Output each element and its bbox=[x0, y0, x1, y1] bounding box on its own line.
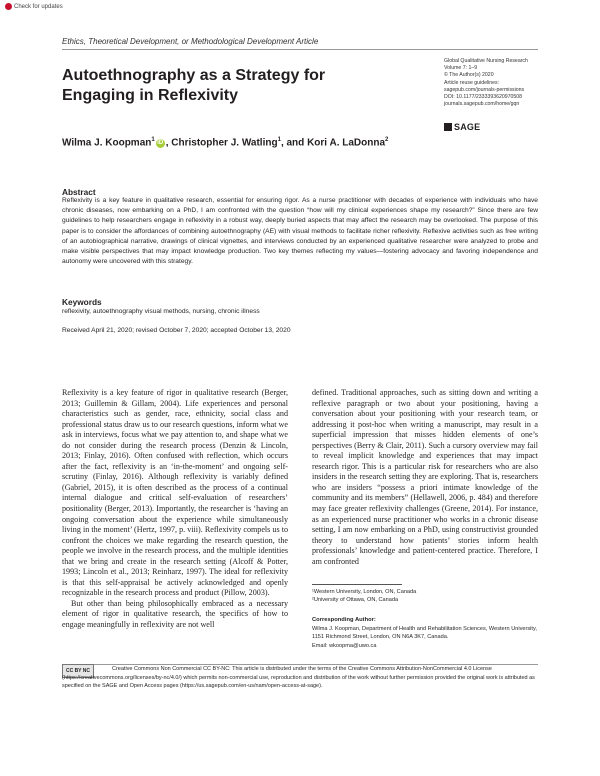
author-name: Wilma J. Koopman bbox=[62, 137, 152, 149]
author-separator: , and bbox=[280, 137, 308, 149]
journal-permissions-link[interactable]: sagepub.com/journals-permissions bbox=[444, 86, 525, 93]
journal-volume: Volume 7: 1–9 bbox=[444, 65, 478, 72]
check-updates-icon bbox=[5, 3, 12, 10]
affiliation-footnote: ²University of Ottawa, ON, Canada bbox=[312, 597, 399, 604]
check-updates-label: Check for updates bbox=[14, 3, 63, 10]
author-separator: , bbox=[165, 137, 172, 149]
sage-logo-icon bbox=[444, 123, 452, 131]
journal-home-link[interactable]: journals.sagepub.com/home/gqn bbox=[444, 101, 520, 108]
author-affiliation: 1 bbox=[277, 137, 281, 143]
abstract-heading: Abstract bbox=[62, 187, 96, 197]
corresponding-email[interactable]: Email: wkoopma@uwo.ca bbox=[312, 642, 377, 649]
keywords-heading: Keywords bbox=[62, 297, 102, 307]
journal-doi[interactable]: DOI: 10.1177/2333393620970508 bbox=[444, 94, 523, 101]
footnote-divider bbox=[312, 584, 402, 585]
journal-copyright: © The Author(s) 2020 bbox=[444, 72, 494, 79]
corresponding-address: Wilma J. Koopman, Department of Health and Rehabilitation Sciences, Western University, 1151 Richmond Street, London, ON N6A 3K7, Canada. bbox=[312, 626, 537, 641]
body-column-right bbox=[312, 388, 538, 567]
article-dates: Received April 21, 2020; revised October 7, 2020; accepted October 13, 2020 bbox=[62, 327, 291, 334]
journal-info bbox=[444, 58, 554, 108]
body-paragraph: defined. Traditional approaches, such as sitting down and writing a reflexive paragraph or two about your positioning, having a conversation about your positioning with your research team, or addressing it post-hoc when writing a manuscript, may result in a superficial impression that misses hidden elements of one’s perspectives (Berry & Clair, 2011). Such a cursory overview may fail to reveal implicit knowledge and experiences that may impact research rigor. This is a particular risk for researchers who are also insiders in the research setting they are exploring. That is, researchers who are insiders “possess a priori intimate knowledge of the community and its members” (Hellawell, 2006, p. 484) and therefore may face greater reflexivity challenges (Greene, 2014). For instance, as an experienced nurse practitioner who works in a chronic disease setting, I am now embarking on a PhD, using constructivist grounded theory to understand how patients’ stories inform health professionals’ knowledge and patient-centered practice. Therefore, I am confronted bbox=[312, 388, 538, 566]
publisher-name: SAGE bbox=[454, 122, 481, 132]
article-type: Ethics, Theoretical Development, or Methodological Development Article bbox=[62, 37, 319, 46]
author-affiliation: 1 bbox=[151, 137, 155, 143]
journal-reuse-label: Article reuse guidelines: bbox=[444, 79, 500, 86]
keywords-list: reflexivity, autoethnography visual methods, nursing, chronic illness bbox=[62, 308, 260, 315]
body-paragraph: Reflexivity is a key feature of rigor in qualitative research (Berger, 2013; Guillemin & Gillam, 2004). Life experiences and personal characteristics such as gender, race, ethnicity, social class and professional status draw us to our research questions, inform what we ask in interviews, focus what we pay attention to, and shape what we do not consider during the research process (Denzin & Lincoln, 2013; Finlay, 2016). Often confused with reflection, which occurs after the fact, reflexivity is an ‘in-the-moment’ and ongoing self-scrutiny (Finlay, 2016). Although reflexivity is variably defined (Gabriel, 2015), it is often described as the process of a continual internal dialogue and critical self-evaluation of researchers’ positionality (Berger, 2013). Importantly, the researcher is ‘having an ongoing conversation about the experience while simultaneously living in the moment’ (Hertz, 1997, p. viii). Reflexivity compels us to confront the choices we make regarding the research question, the people we involve in the research process, and the multiple identities that we bring and create in the research setting (Alcoff & Potter, 1993; Lincoln et al., 2013; Reinharz, 1997). The ideal for reflexivity is that this self-appraisal be actively acknowledged and openly recognizable in the research process and product (Pillow, 2003). bbox=[62, 388, 288, 598]
author-name: Christopher J. Watling bbox=[171, 137, 278, 149]
article-title: Autoethnography as a Strategy for Engaging in Reflexivity bbox=[62, 67, 326, 104]
affiliation-footnotes bbox=[312, 588, 538, 605]
publisher-logo bbox=[444, 122, 480, 132]
abstract-text: Reflexivity is a key feature in qualitative research, essential for ensuring rigor. As a nurse practitioner with decades of experience with individuals who have chronic diseases, now embarking on a PhD, I am confronted with the question “how will my clinical experiences shape my research?” Since there are few guidelines to help researchers engage in reflexivity in a robust way, deeply buried aspects that may affect the research may be overlooked. The purpose of this paper is to consider the affordances of combining autoethnography (AE) with visual methods to facilitate richer reflexivity. Reflexive activities such as free writing of an autobiographical narrative, drawings of clinical vignettes, and interviews conducted by an experienced qualitative researcher were analyzed to probe and make visible perspectives that may impact knowledge production. Two key themes reflecting my values—fostering advocacy and favoring independence and autonomy were uncovered with this strategy. bbox=[62, 197, 538, 266]
orcid-icon[interactable]: iD bbox=[157, 140, 164, 147]
author-name: Kori A. LaDonna bbox=[307, 137, 386, 149]
affiliation-footnote: ¹Western University, London, ON, Canada bbox=[312, 589, 417, 595]
corresponding-author-heading: Corresponding Author: bbox=[312, 617, 376, 623]
check-for-updates-badge[interactable] bbox=[5, 3, 63, 10]
author-list bbox=[62, 137, 388, 148]
body-paragraph: But other than being philosophically embraced as a necessary element of rigor in qualitative research, the specifics of how to engage meaningfully in reflexivity are not well bbox=[62, 598, 288, 630]
header-divider bbox=[62, 49, 538, 50]
license-text: Creative Commons Non Commercial CC BY-NC: This article is distributed under the terms of the Creative Commons Attribution-NonCommercial 4.0 License (https://creativecommons.org/licenses/by-nc/4.0/) which permits non-commercial use, reproduction and distribution of the work without further permission provided the original work is attributed as specified on the SAGE and Open Access pages (https://us.sagepub.com/en-us/nam/open-access-at-sage). bbox=[62, 666, 535, 690]
body-column-left bbox=[62, 388, 288, 631]
author-affiliation: 2 bbox=[385, 137, 389, 143]
corresponding-author-details bbox=[312, 625, 538, 650]
journal-name: Global Qualitative Nursing Research bbox=[444, 58, 528, 64]
cc-badge-label: CC BY NC bbox=[65, 668, 91, 674]
